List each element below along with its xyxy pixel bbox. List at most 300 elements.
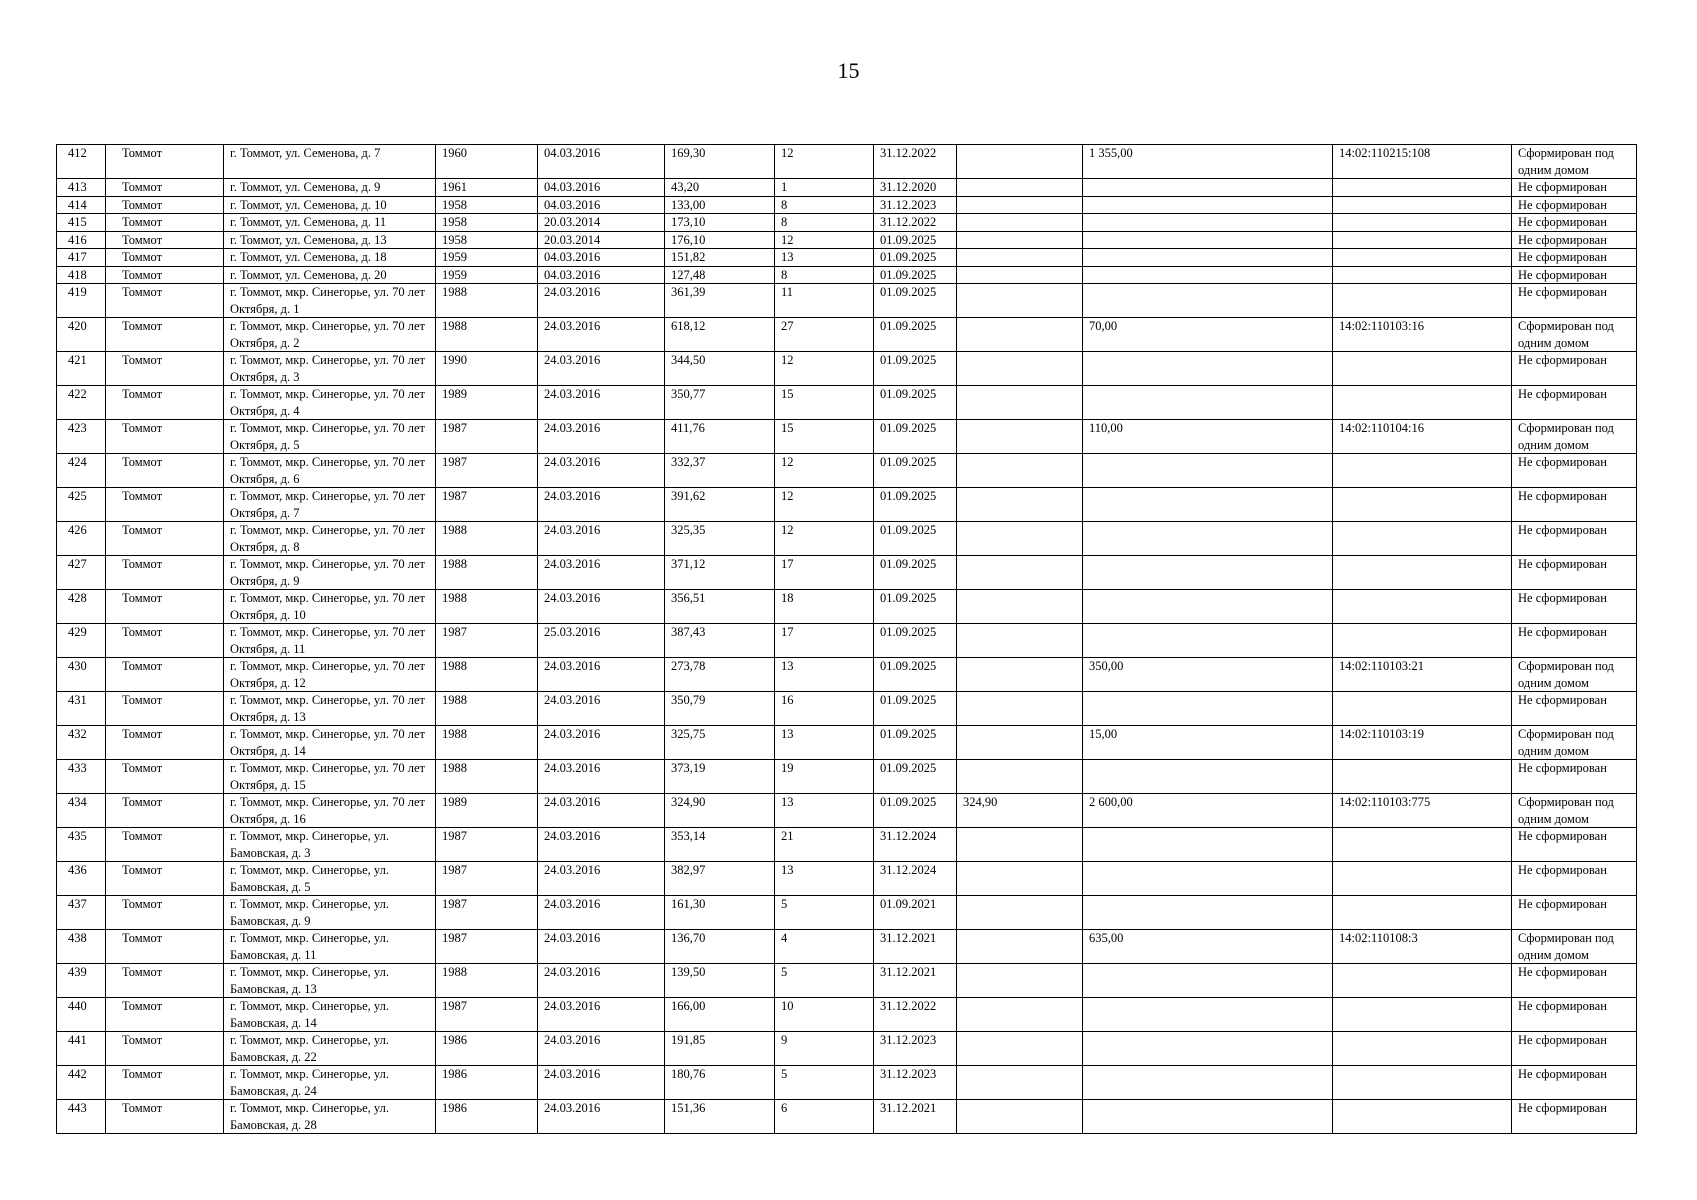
cell-residents: 12 — [775, 522, 874, 556]
cell-settlement: Томмот — [106, 231, 224, 249]
cell-area: 324,90 — [665, 794, 775, 828]
cell-residents: 6 — [775, 1100, 874, 1134]
cell-cadastral-number — [1333, 590, 1512, 624]
cell-row-number: 418 — [57, 266, 106, 284]
cell-row-number: 424 — [57, 454, 106, 488]
cell-land-status: Не сформирован — [1512, 284, 1637, 318]
cell-area: 169,30 — [665, 145, 775, 179]
cell-year-built: 1959 — [436, 266, 538, 284]
cell-year-built: 1988 — [436, 658, 538, 692]
cell-address: г. Томмот, мкр. Синегорье, ул. Бамовская, д. 9 — [224, 896, 436, 930]
housing-table — [56, 144, 1637, 1134]
cell-area: 43,20 — [665, 179, 775, 197]
table-row — [57, 179, 1637, 197]
cell-land-area — [1083, 179, 1333, 197]
table-row — [57, 1032, 1637, 1066]
cell-land-status: Не сформирован — [1512, 454, 1637, 488]
cell-settlement: Томмот — [106, 726, 224, 760]
cell-settlement: Томмот — [106, 624, 224, 658]
cell-area: 618,12 — [665, 318, 775, 352]
cell-area: 151,82 — [665, 249, 775, 267]
cell-area: 133,00 — [665, 196, 775, 214]
cell-area-2 — [957, 1032, 1083, 1066]
cell-survey-date: 24.03.2016 — [538, 828, 665, 862]
cell-survey-date: 04.03.2016 — [538, 179, 665, 197]
cell-address: г. Томмот, ул. Семенова, д. 20 — [224, 266, 436, 284]
cell-land-area — [1083, 249, 1333, 267]
table-row — [57, 454, 1637, 488]
cell-year-built: 1987 — [436, 930, 538, 964]
cell-cadastral-number — [1333, 828, 1512, 862]
cell-resettlement-date: 01.09.2025 — [874, 488, 957, 522]
cell-residents: 5 — [775, 964, 874, 998]
cell-area: 382,97 — [665, 862, 775, 896]
table-row — [57, 318, 1637, 352]
table-row — [57, 145, 1637, 179]
cell-survey-date: 24.03.2016 — [538, 352, 665, 386]
cell-land-status: Не сформирован — [1512, 231, 1637, 249]
cell-area-2 — [957, 318, 1083, 352]
cell-year-built: 1961 — [436, 179, 538, 197]
cell-survey-date: 04.03.2016 — [538, 249, 665, 267]
cell-residents: 8 — [775, 214, 874, 232]
cell-land-status: Не сформирован — [1512, 352, 1637, 386]
table-row — [57, 488, 1637, 522]
cell-address: г. Томмот, мкр. Синегорье, ул. 70 лет Октября, д. 1 — [224, 284, 436, 318]
cell-land-area — [1083, 760, 1333, 794]
cell-area: 350,79 — [665, 692, 775, 726]
cell-residents: 5 — [775, 1066, 874, 1100]
cell-settlement: Томмот — [106, 284, 224, 318]
cell-row-number: 427 — [57, 556, 106, 590]
cell-survey-date: 24.03.2016 — [538, 726, 665, 760]
cell-year-built: 1987 — [436, 420, 538, 454]
cell-area: 361,39 — [665, 284, 775, 318]
cell-cadastral-number: 14:02:110104:16 — [1333, 420, 1512, 454]
cell-survey-date: 04.03.2016 — [538, 196, 665, 214]
cell-address: г. Томмот, мкр. Синегорье, ул. 70 лет Октября, д. 7 — [224, 488, 436, 522]
cell-settlement: Томмот — [106, 556, 224, 590]
cell-residents: 27 — [775, 318, 874, 352]
cell-land-status: Не сформирован — [1512, 624, 1637, 658]
cell-year-built: 1986 — [436, 1100, 538, 1134]
cell-residents: 8 — [775, 266, 874, 284]
cell-row-number: 420 — [57, 318, 106, 352]
cell-resettlement-date: 31.12.2023 — [874, 1032, 957, 1066]
cell-survey-date: 24.03.2016 — [538, 1032, 665, 1066]
cell-area-2 — [957, 726, 1083, 760]
cell-resettlement-date: 01.09.2025 — [874, 284, 957, 318]
cell-year-built: 1958 — [436, 214, 538, 232]
cell-residents: 12 — [775, 488, 874, 522]
cell-address: г. Томмот, мкр. Синегорье, ул. 70 лет Октября, д. 11 — [224, 624, 436, 658]
cell-resettlement-date: 01.09.2025 — [874, 318, 957, 352]
cell-settlement: Томмот — [106, 196, 224, 214]
table-row — [57, 284, 1637, 318]
cell-cadastral-number — [1333, 862, 1512, 896]
cell-settlement: Томмот — [106, 896, 224, 930]
cell-survey-date: 24.03.2016 — [538, 454, 665, 488]
cell-resettlement-date: 01.09.2025 — [874, 658, 957, 692]
cell-survey-date: 24.03.2016 — [538, 1066, 665, 1100]
cell-address: г. Томмот, мкр. Синегорье, ул. 70 лет Октября, д. 14 — [224, 726, 436, 760]
cell-cadastral-number: 14:02:110103:775 — [1333, 794, 1512, 828]
cell-survey-date: 24.03.2016 — [538, 556, 665, 590]
cell-cadastral-number — [1333, 896, 1512, 930]
cell-cadastral-number — [1333, 522, 1512, 556]
cell-cadastral-number — [1333, 284, 1512, 318]
cell-year-built: 1989 — [436, 386, 538, 420]
cell-row-number: 417 — [57, 249, 106, 267]
cell-cadastral-number — [1333, 231, 1512, 249]
cell-land-area — [1083, 266, 1333, 284]
cell-survey-date: 24.03.2016 — [538, 658, 665, 692]
cell-row-number: 429 — [57, 624, 106, 658]
cell-land-status: Сформирован под одним домом — [1512, 794, 1637, 828]
cell-land-status: Не сформирован — [1512, 964, 1637, 998]
cell-survey-date: 24.03.2016 — [538, 760, 665, 794]
cell-land-area — [1083, 590, 1333, 624]
cell-address: г. Томмот, мкр. Синегорье, ул. 70 лет Октября, д. 8 — [224, 522, 436, 556]
cell-row-number: 438 — [57, 930, 106, 964]
cell-year-built: 1988 — [436, 760, 538, 794]
cell-resettlement-date: 01.09.2025 — [874, 266, 957, 284]
cell-land-status: Не сформирован — [1512, 1066, 1637, 1100]
cell-area-2 — [957, 930, 1083, 964]
cell-land-area — [1083, 1066, 1333, 1100]
cell-land-status: Не сформирован — [1512, 196, 1637, 214]
cell-settlement: Томмот — [106, 658, 224, 692]
cell-address: г. Томмот, мкр. Синегорье, ул. Бамовская, д. 5 — [224, 862, 436, 896]
table-row — [57, 590, 1637, 624]
cell-area: 136,70 — [665, 930, 775, 964]
page-number: 15 — [837, 58, 860, 83]
cell-residents: 5 — [775, 896, 874, 930]
cell-year-built: 1988 — [436, 590, 538, 624]
cell-cadastral-number: 14:02:110103:19 — [1333, 726, 1512, 760]
cell-survey-date: 24.03.2016 — [538, 794, 665, 828]
cell-land-area — [1083, 556, 1333, 590]
cell-resettlement-date: 31.12.2021 — [874, 964, 957, 998]
cell-residents: 10 — [775, 998, 874, 1032]
cell-area-2 — [957, 692, 1083, 726]
cell-resettlement-date: 01.09.2025 — [874, 522, 957, 556]
cell-land-area — [1083, 692, 1333, 726]
cell-land-status: Не сформирован — [1512, 896, 1637, 930]
cell-address: г. Томмот, мкр. Синегорье, ул. 70 лет Октября, д. 13 — [224, 692, 436, 726]
cell-area-2 — [957, 522, 1083, 556]
cell-row-number: 433 — [57, 760, 106, 794]
cell-year-built: 1988 — [436, 522, 538, 556]
table-row — [57, 930, 1637, 964]
cell-land-area — [1083, 386, 1333, 420]
cell-cadastral-number — [1333, 386, 1512, 420]
cell-land-status: Сформирован под одним домом — [1512, 145, 1637, 179]
cell-land-area — [1083, 1100, 1333, 1134]
cell-cadastral-number: 14:02:110103:16 — [1333, 318, 1512, 352]
cell-residents: 12 — [775, 231, 874, 249]
cell-land-area — [1083, 828, 1333, 862]
cell-settlement: Томмот — [106, 386, 224, 420]
cell-year-built: 1986 — [436, 1066, 538, 1100]
cell-residents: 12 — [775, 454, 874, 488]
table-row — [57, 420, 1637, 454]
cell-resettlement-date: 31.12.2023 — [874, 1066, 957, 1100]
cell-address: г. Томмот, мкр. Синегорье, ул. Бамовская, д. 24 — [224, 1066, 436, 1100]
cell-survey-date: 24.03.2016 — [538, 964, 665, 998]
cell-land-area: 350,00 — [1083, 658, 1333, 692]
cell-land-area: 2 600,00 — [1083, 794, 1333, 828]
cell-row-number: 421 — [57, 352, 106, 386]
cell-land-status: Не сформирован — [1512, 179, 1637, 197]
cell-year-built: 1987 — [436, 998, 538, 1032]
cell-resettlement-date: 01.09.2025 — [874, 249, 957, 267]
cell-land-area — [1083, 862, 1333, 896]
cell-cadastral-number — [1333, 214, 1512, 232]
cell-residents: 18 — [775, 590, 874, 624]
cell-area-2 — [957, 658, 1083, 692]
cell-area: 325,75 — [665, 726, 775, 760]
cell-residents: 17 — [775, 556, 874, 590]
cell-residents: 17 — [775, 624, 874, 658]
cell-land-status: Сформирован под одним домом — [1512, 318, 1637, 352]
cell-resettlement-date: 01.09.2025 — [874, 624, 957, 658]
table-row — [57, 658, 1637, 692]
cell-land-area — [1083, 196, 1333, 214]
cell-area-2 — [957, 862, 1083, 896]
table-row — [57, 231, 1637, 249]
cell-residents: 12 — [775, 352, 874, 386]
cell-cadastral-number — [1333, 266, 1512, 284]
cell-resettlement-date: 31.12.2024 — [874, 828, 957, 862]
table-row — [57, 896, 1637, 930]
cell-resettlement-date: 01.09.2025 — [874, 454, 957, 488]
table-row — [57, 794, 1637, 828]
cell-cadastral-number — [1333, 196, 1512, 214]
cell-survey-date: 24.03.2016 — [538, 420, 665, 454]
cell-cadastral-number: 14:02:110103:21 — [1333, 658, 1512, 692]
cell-cadastral-number — [1333, 1032, 1512, 1066]
cell-address: г. Томмот, мкр. Синегорье, ул. 70 лет Октября, д. 5 — [224, 420, 436, 454]
cell-address: г. Томмот, ул. Семенова, д. 10 — [224, 196, 436, 214]
cell-land-area: 110,00 — [1083, 420, 1333, 454]
cell-year-built: 1987 — [436, 896, 538, 930]
cell-survey-date: 24.03.2016 — [538, 930, 665, 964]
cell-year-built: 1958 — [436, 196, 538, 214]
cell-settlement: Томмот — [106, 214, 224, 232]
cell-area: 273,78 — [665, 658, 775, 692]
cell-land-area — [1083, 231, 1333, 249]
cell-row-number: 419 — [57, 284, 106, 318]
cell-residents: 12 — [775, 145, 874, 179]
cell-address: г. Томмот, мкр. Синегорье, ул. Бамовская, д. 3 — [224, 828, 436, 862]
cell-settlement: Томмот — [106, 318, 224, 352]
cell-survey-date: 24.03.2016 — [538, 522, 665, 556]
cell-address: г. Томмот, мкр. Синегорье, ул. 70 лет Октября, д. 12 — [224, 658, 436, 692]
cell-address: г. Томмот, мкр. Синегорье, ул. 70 лет Октября, д. 3 — [224, 352, 436, 386]
cell-land-status: Сформирован под одним домом — [1512, 420, 1637, 454]
cell-area-2 — [957, 624, 1083, 658]
cell-area: 139,50 — [665, 964, 775, 998]
cell-survey-date: 24.03.2016 — [538, 590, 665, 624]
cell-address: г. Томмот, мкр. Синегорье, ул. Бамовская, д. 22 — [224, 1032, 436, 1066]
table-row — [57, 266, 1637, 284]
cell-area: 353,14 — [665, 828, 775, 862]
cell-resettlement-date: 31.12.2021 — [874, 1100, 957, 1134]
cell-area-2 — [957, 454, 1083, 488]
cell-cadastral-number — [1333, 454, 1512, 488]
cell-settlement: Томмот — [106, 266, 224, 284]
cell-settlement: Томмот — [106, 454, 224, 488]
cell-cadastral-number — [1333, 692, 1512, 726]
cell-land-status: Не сформирован — [1512, 1100, 1637, 1134]
cell-settlement: Томмот — [106, 998, 224, 1032]
cell-area: 371,12 — [665, 556, 775, 590]
cell-row-number: 430 — [57, 658, 106, 692]
cell-address: г. Томмот, мкр. Синегорье, ул. 70 лет Октября, д. 15 — [224, 760, 436, 794]
table-row — [57, 1066, 1637, 1100]
cell-residents: 9 — [775, 1032, 874, 1066]
cell-year-built: 1988 — [436, 692, 538, 726]
cell-area-2 — [957, 488, 1083, 522]
cell-cadastral-number — [1333, 964, 1512, 998]
cell-survey-date: 24.03.2016 — [538, 318, 665, 352]
cell-resettlement-date: 31.12.2023 — [874, 196, 957, 214]
cell-residents: 8 — [775, 196, 874, 214]
cell-area-2 — [957, 284, 1083, 318]
cell-row-number: 437 — [57, 896, 106, 930]
cell-row-number: 425 — [57, 488, 106, 522]
cell-land-status: Не сформирован — [1512, 386, 1637, 420]
cell-area-2 — [957, 266, 1083, 284]
cell-resettlement-date: 01.09.2025 — [874, 386, 957, 420]
cell-residents: 15 — [775, 420, 874, 454]
cell-year-built: 1960 — [436, 145, 538, 179]
cell-address: г. Томмот, ул. Семенова, д. 11 — [224, 214, 436, 232]
cell-cadastral-number: 14:02:110215:108 — [1333, 145, 1512, 179]
cell-area-2 — [957, 828, 1083, 862]
cell-land-area — [1083, 624, 1333, 658]
cell-area: 166,00 — [665, 998, 775, 1032]
cell-row-number: 422 — [57, 386, 106, 420]
cell-area: 180,76 — [665, 1066, 775, 1100]
cell-year-built: 1988 — [436, 964, 538, 998]
cell-land-status: Не сформирован — [1512, 266, 1637, 284]
cell-address: г. Томмот, мкр. Синегорье, ул. 70 лет Октября, д. 2 — [224, 318, 436, 352]
table-row — [57, 522, 1637, 556]
cell-land-area: 70,00 — [1083, 318, 1333, 352]
cell-cadastral-number — [1333, 1100, 1512, 1134]
cell-settlement: Томмот — [106, 794, 224, 828]
cell-year-built: 1986 — [436, 1032, 538, 1066]
cell-land-area: 635,00 — [1083, 930, 1333, 964]
cell-area-2 — [957, 1100, 1083, 1134]
table-row — [57, 214, 1637, 232]
table-row — [57, 386, 1637, 420]
cell-survey-date: 20.03.2014 — [538, 231, 665, 249]
cell-area: 325,35 — [665, 522, 775, 556]
cell-address: г. Томмот, мкр. Синегорье, ул. 70 лет Октября, д. 16 — [224, 794, 436, 828]
table-row — [57, 964, 1637, 998]
cell-land-status: Не сформирован — [1512, 590, 1637, 624]
cell-land-area: 15,00 — [1083, 726, 1333, 760]
cell-residents: 1 — [775, 179, 874, 197]
cell-area: 391,62 — [665, 488, 775, 522]
cell-resettlement-date: 31.12.2021 — [874, 930, 957, 964]
cell-survey-date: 24.03.2016 — [538, 998, 665, 1032]
cell-settlement: Томмот — [106, 964, 224, 998]
cell-resettlement-date: 31.12.2024 — [874, 862, 957, 896]
cell-address: г. Томмот, мкр. Синегорье, ул. 70 лет Октября, д. 9 — [224, 556, 436, 590]
cell-land-status: Не сформирован — [1512, 760, 1637, 794]
table-row — [57, 862, 1637, 896]
cell-cadastral-number — [1333, 488, 1512, 522]
cell-settlement: Томмот — [106, 145, 224, 179]
cell-resettlement-date: 01.09.2025 — [874, 726, 957, 760]
cell-resettlement-date: 31.12.2022 — [874, 145, 957, 179]
cell-year-built: 1988 — [436, 556, 538, 590]
cell-row-number: 434 — [57, 794, 106, 828]
cell-land-status: Не сформирован — [1512, 214, 1637, 232]
cell-survey-date: 20.03.2014 — [538, 214, 665, 232]
cell-cadastral-number — [1333, 1066, 1512, 1100]
cell-area-2 — [957, 231, 1083, 249]
cell-cadastral-number — [1333, 624, 1512, 658]
cell-land-status: Не сформирован — [1512, 1032, 1637, 1066]
cell-address: г. Томмот, мкр. Синегорье, ул. Бамовская, д. 13 — [224, 964, 436, 998]
cell-year-built: 1987 — [436, 624, 538, 658]
cell-row-number: 415 — [57, 214, 106, 232]
cell-area: 350,77 — [665, 386, 775, 420]
cell-land-area — [1083, 284, 1333, 318]
cell-land-area — [1083, 1032, 1333, 1066]
cell-area: 373,19 — [665, 760, 775, 794]
cell-residents: 16 — [775, 692, 874, 726]
cell-land-area — [1083, 522, 1333, 556]
cell-resettlement-date: 01.09.2025 — [874, 420, 957, 454]
cell-land-area — [1083, 214, 1333, 232]
cell-land-area: 1 355,00 — [1083, 145, 1333, 179]
cell-settlement: Томмот — [106, 692, 224, 726]
cell-row-number: 439 — [57, 964, 106, 998]
table-body — [57, 145, 1637, 1134]
cell-resettlement-date: 01.09.2021 — [874, 896, 957, 930]
table-row — [57, 828, 1637, 862]
cell-area: 191,85 — [665, 1032, 775, 1066]
cell-settlement: Томмот — [106, 1100, 224, 1134]
cell-land-area — [1083, 964, 1333, 998]
cell-year-built: 1987 — [436, 488, 538, 522]
cell-address: г. Томмот, мкр. Синегорье, ул. 70 лет Октября, д. 4 — [224, 386, 436, 420]
cell-settlement: Томмот — [106, 760, 224, 794]
cell-area-2 — [957, 249, 1083, 267]
cell-cadastral-number — [1333, 556, 1512, 590]
cell-survey-date: 24.03.2016 — [538, 488, 665, 522]
cell-area-2 — [957, 1066, 1083, 1100]
cell-cadastral-number — [1333, 352, 1512, 386]
table-row — [57, 196, 1637, 214]
cell-area-2 — [957, 760, 1083, 794]
cell-address: г. Томмот, ул. Семенова, д. 13 — [224, 231, 436, 249]
cell-area-2 — [957, 964, 1083, 998]
cell-area-2 — [957, 179, 1083, 197]
cell-row-number: 442 — [57, 1066, 106, 1100]
cell-settlement: Томмот — [106, 352, 224, 386]
table-row — [57, 352, 1637, 386]
cell-settlement: Томмот — [106, 488, 224, 522]
cell-row-number: 432 — [57, 726, 106, 760]
cell-year-built: 1959 — [436, 249, 538, 267]
